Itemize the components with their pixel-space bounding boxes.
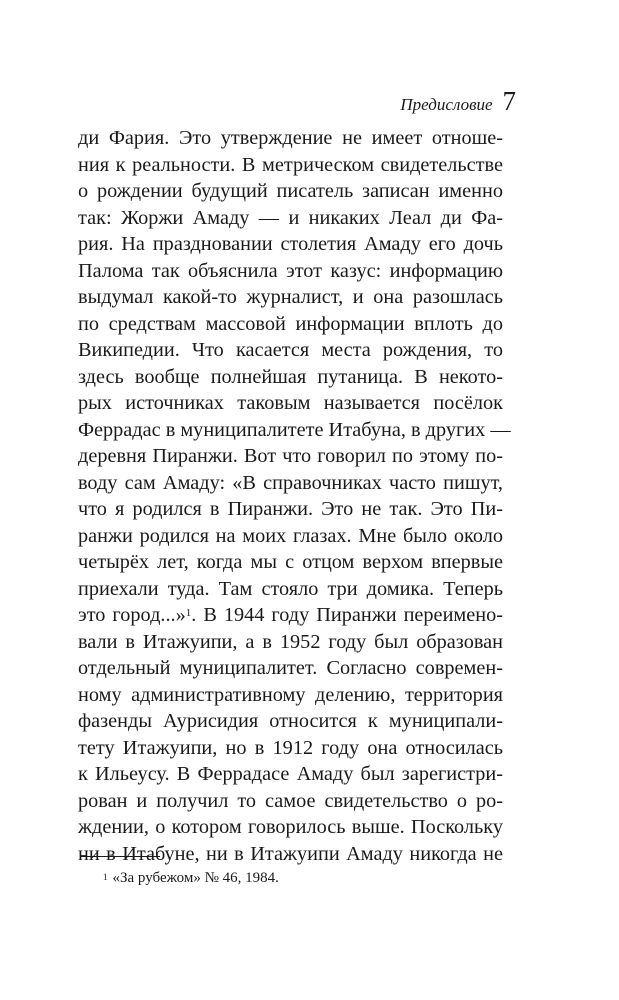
text-line: по средствам массовой информации вплоть до bbox=[78, 312, 503, 335]
text-line: четырёх лет, когда мы с отцом верхом впервые bbox=[78, 551, 503, 573]
footnote-text: «За рубежом» № 46, 1984. bbox=[112, 870, 279, 886]
text-line: тету Итажуипи, но в 1912 году она относилась bbox=[78, 736, 503, 759]
text-line: рия. На праздновании столетия Амаду его дочь bbox=[78, 233, 503, 255]
text-line: деревня Пиранжи. Вот что говорил по этому по- bbox=[78, 445, 503, 467]
footnote bbox=[103, 868, 279, 888]
text-line: рован и получил то самое свидетельство о ро- bbox=[78, 789, 503, 812]
text-line: ния к реальности. В метрическом свидетельстве bbox=[78, 153, 503, 176]
text-line: отдельный муниципалитет. Согласно современ- bbox=[78, 657, 503, 679]
text-line: Палома так объяснила этот казус: информацию bbox=[78, 259, 503, 282]
text-line: что я родился в Пиранжи. Это не так. Это Пи- bbox=[78, 498, 503, 520]
text-line: здесь вообще полнейшая путаница. В некото- bbox=[78, 365, 503, 388]
footnote-separator bbox=[80, 856, 160, 857]
text-line: ному административному делению, территория bbox=[78, 683, 503, 706]
text-line: Феррадас в муниципалитете Итабуна, в других — bbox=[78, 418, 511, 441]
text-line: ни в Итабуне, ни в Итажуипи Амаду никогда не bbox=[78, 842, 503, 865]
text-line: вали в Итажуипи, а в 1952 году был образован bbox=[78, 630, 503, 653]
text-line: ранжи родился на моих глазах. Мне было около bbox=[78, 524, 503, 547]
text-line: о рождении будущий писатель записан именно bbox=[78, 180, 503, 202]
footnote-marker: 1 bbox=[103, 872, 108, 882]
running-header bbox=[400, 86, 516, 117]
text-line: к Ильеусу. В Феррадасе Амаду был зарегистри- bbox=[78, 763, 503, 785]
text-fragment: это город...» bbox=[78, 604, 186, 626]
text-line: ди Фария. Это утверждение не имеет отноше- bbox=[78, 127, 503, 149]
body-text bbox=[78, 125, 511, 867]
text-line-with-footnote-ref bbox=[78, 602, 503, 629]
text-line: ждении, о котором говорилось выше. Поскольку bbox=[78, 816, 503, 838]
text-fragment: . В 1944 году Пиранжи переимено- bbox=[191, 604, 504, 626]
text-line: воду сам Амаду: «В справочниках часто пишут, bbox=[78, 471, 503, 494]
text-line: Википедии. Что касается места рождения, то bbox=[78, 339, 503, 361]
page-number: 7 bbox=[502, 86, 516, 116]
text-line: фазенды Аурисидия относится к муниципали- bbox=[78, 710, 503, 732]
text-line: рых источниках таковым называется посёлок bbox=[78, 392, 503, 414]
footnote-reference: 1 bbox=[185, 607, 192, 619]
text-line: выдумал какой-то журналист, и она разошлась bbox=[78, 286, 503, 308]
text-line: так: Жоржи Амаду — и никаких Леал ди Фа- bbox=[78, 206, 503, 229]
text-line: приехали туда. Там стояло три домика. Теперь bbox=[78, 577, 503, 600]
running-header-title: Предисловие bbox=[400, 95, 493, 114]
